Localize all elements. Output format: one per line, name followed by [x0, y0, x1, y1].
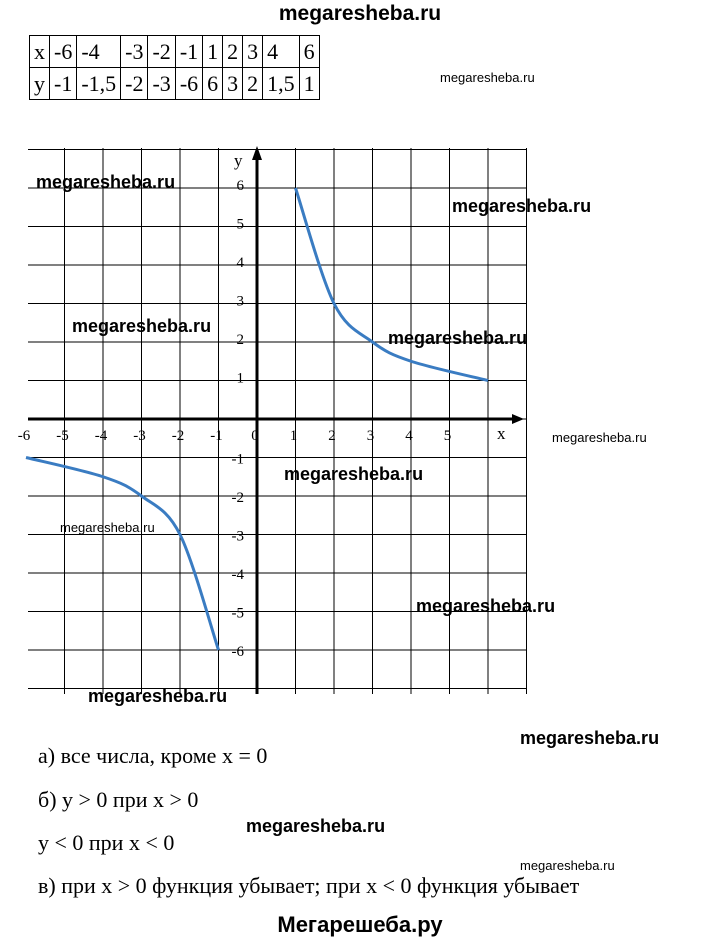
y-tick-label: 2 [236, 332, 244, 348]
table-cell: -6 [50, 36, 77, 68]
table-cell: 2 [243, 68, 263, 100]
table-cell: 6 [203, 68, 223, 100]
y-tick-label: -6 [231, 644, 244, 660]
x-tick-label: 5 [443, 428, 452, 444]
y-tick-label: -4 [231, 567, 244, 583]
y-tick-label: -1 [231, 451, 244, 468]
y-axis-label: y [234, 151, 243, 170]
table-cell: 2 [223, 36, 243, 68]
answer-b-negative: y < 0 при x < 0 [38, 830, 175, 855]
table-cell: 1 [203, 36, 223, 68]
table-cell: -2 [148, 36, 175, 68]
y-tick-label: -2 [231, 490, 244, 506]
y-tick-label: 5 [236, 216, 244, 233]
watermark: megaresheba.ru [246, 816, 386, 836]
x-tick-label: -1 [210, 428, 223, 444]
table-cell: -4 [77, 36, 121, 68]
x-tick-label: -4 [94, 428, 108, 444]
watermark: megaresheba.ru [36, 172, 176, 192]
x-tick-label: 2 [328, 428, 336, 444]
watermark: megaresheba.ru [388, 328, 528, 348]
y-axis-arrow [252, 146, 262, 160]
y-tick-label: 4 [236, 255, 244, 271]
watermark: megaresheba.ru [284, 464, 424, 484]
x-tick-label: -2 [171, 428, 185, 444]
answer-b-positive: б) y > 0 при x > 0 [38, 787, 199, 812]
x-axis-arrow [512, 414, 524, 424]
x-tick-label: -5 [56, 428, 69, 444]
watermark: megaresheba.ru [72, 316, 212, 336]
table-cell: 1,5 [263, 68, 300, 100]
footer-title: Мегарешеба.ру [277, 912, 443, 937]
watermark: megaresheba.ru [88, 686, 228, 706]
answer-v: в) при x > 0 функция убывает; при x < 0 функция убывает [38, 873, 580, 898]
watermark: megaresheba.ru [520, 858, 615, 873]
x-tick-label: 1 [289, 428, 298, 444]
site-title: megaresheba.ru [278, 2, 442, 25]
x-tick-label: -3 [133, 428, 146, 444]
y-tick-label: -5 [231, 605, 244, 622]
table-cell: y [30, 68, 50, 100]
table-cell: -1 [50, 68, 77, 100]
watermark: megaresheba.ru [520, 728, 660, 748]
y-tick-label: 1 [236, 370, 244, 387]
x-tick-label: 3 [366, 428, 375, 444]
table-cell: -6 [175, 68, 202, 100]
table-cell: -3 [148, 68, 175, 100]
table-cell: 1 [299, 68, 319, 100]
x-tick-label: -6 [17, 428, 31, 444]
watermark: megaresheba.ru [452, 196, 592, 216]
watermark: megaresheba.ru [416, 596, 556, 616]
table-cell: -3 [121, 36, 148, 68]
x-tick-label: 0 [251, 428, 259, 444]
table-cell: 6 [299, 36, 319, 68]
table-cell: -1 [175, 36, 202, 68]
y-tick-label: -3 [231, 528, 244, 545]
table-cell: 4 [263, 36, 300, 68]
table-cell: 3 [243, 36, 263, 68]
table-cell: x [30, 36, 50, 68]
x-tick-label: 4 [405, 428, 413, 444]
hyperbola-branch [26, 458, 219, 651]
table-cell: 3 [223, 68, 243, 100]
y-tick-label: 3 [236, 293, 244, 310]
table-cell: -2 [121, 68, 148, 100]
watermark: megaresheba.ru [60, 520, 155, 535]
answer-a: а) все числа, кроме x = 0 [38, 743, 268, 768]
y-tick-label: 6 [236, 178, 244, 194]
table-cell: -1,5 [77, 68, 121, 100]
watermark: megaresheba.ru [440, 70, 535, 85]
x-axis-label: x [497, 424, 506, 443]
watermark: megaresheba.ru [552, 430, 647, 445]
